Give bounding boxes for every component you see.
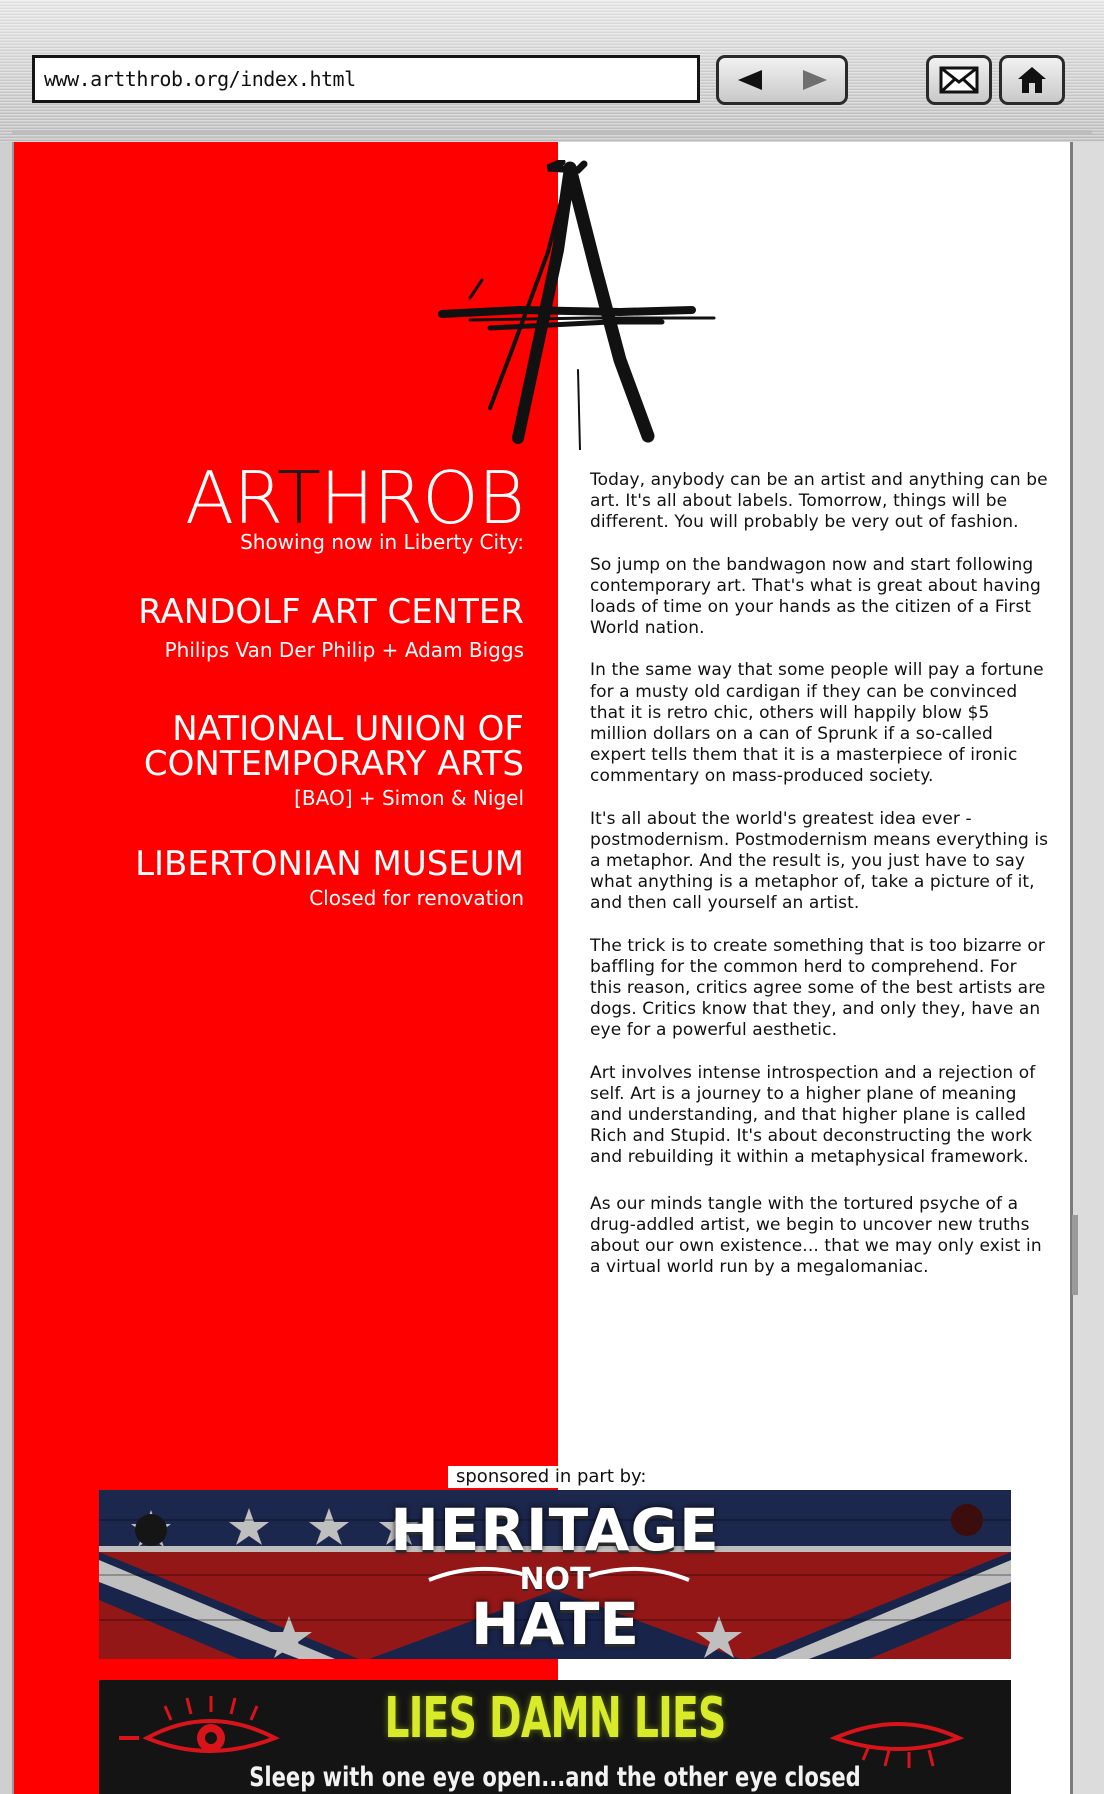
site-title-prefix: AR	[184, 456, 278, 540]
page-frame-left	[0, 142, 14, 1794]
article-paragraph: It's all about the world's greatest idea ever - postmodernism. Postmodernism means everything is a metaphor. And the result is, you just have to say what anything is a metaphor of, take a picture of it, and then call yourself an artist.	[590, 808, 1049, 914]
home-icon	[1016, 65, 1048, 95]
heritage-not-hate-banner[interactable]	[99, 1490, 1011, 1659]
forward-button[interactable]	[782, 58, 845, 102]
article-paragraph: Art involves intense introspection and a rejection of self. Art is a journey to a higher plane of meaning and understanding, and that higher plane is called Rich and Stupid. It's about deconstructing the work and rebuilding it within a metaphysical framework.	[590, 1062, 1036, 1168]
sponsor-label: sponsored in part by:	[448, 1466, 674, 1488]
lies-damn-lies-title: LIES DAMN LIES	[384, 1686, 726, 1751]
forward-arrow-icon	[799, 69, 829, 91]
article-paragraph: As our minds tangle with the tortured psyche of a drug-addled artist, we begin to uncover new truths about our own existence... that we may only exist in a virtual world run by a megalomaniac.	[590, 1193, 1042, 1278]
site-title-accent: T	[277, 456, 321, 540]
browser-toolbar	[0, 0, 1104, 144]
venue-detail-national-union: [BAO] + Simon & Nigel	[294, 786, 524, 810]
scrollbar-thumb[interactable]	[1072, 1215, 1078, 1295]
site-title-suffix: HROB	[320, 456, 524, 540]
navigation-buttons	[716, 55, 848, 105]
lies-damn-lies-banner[interactable]	[99, 1680, 1011, 1794]
home-button[interactable]	[999, 55, 1065, 105]
address-bar[interactable]	[32, 55, 700, 103]
venue-name-line-1: NATIONAL UNION OF	[172, 709, 524, 749]
article-paragraph: In the same way that some people will pay a fortune for a musty old cardigan if they can be convinced that it is retro chic, others will happily blow $5 million dollars on a can of Sprunk if a so-called expert tells them that it is a masterpiece of ironic commentary on mass-produced society.	[590, 660, 1044, 787]
venue-name-libertonian[interactable]: LIBERTONIAN MUSEUM	[135, 844, 524, 884]
address-bar-url[interactable]: www.artthrob.org/index.html	[44, 67, 356, 91]
site-title	[185, 458, 524, 538]
toolbar-divider	[12, 130, 1092, 134]
heritage-text: HERITAGE	[390, 1496, 720, 1564]
back-button[interactable]	[719, 58, 782, 102]
venue-name-national-union[interactable]	[143, 709, 524, 784]
article-paragraph: Today, anybody can be an artist and anything can be art. It's all about labels. Tomorrow, things will be different. You will probably be very out of fashion.	[590, 470, 1048, 533]
venue-detail-libertonian: Closed for renovation	[309, 886, 524, 910]
mail-button[interactable]	[926, 55, 992, 105]
back-arrow-icon	[736, 69, 766, 91]
article-paragraph: The trick is to create something that is too bizarre or baffling for the common herd to comprehend. For this reason, critics agree some of the best artists are dogs. Critics know that they, and only they, have an eye for a powerful aesthetic.	[590, 935, 1046, 1041]
venue-name-randolf[interactable]: RANDOLF ART CENTER	[138, 592, 524, 632]
mail-icon	[939, 66, 979, 94]
article-body	[590, 470, 1050, 1300]
not-text: NOT	[519, 1562, 591, 1597]
hate-text: HATE	[470, 1590, 640, 1658]
venue-name-line-2: CONTEMPORARY ARTS	[143, 744, 524, 784]
article-paragraph: So jump on the bandwagon now and start following contemporary art. That's what is great about having loads of time on your hands as the citizen of a First World nation.	[590, 554, 1041, 639]
site-subtitle: Showing now in Liberty City:	[240, 530, 524, 554]
scrollbar-track[interactable]	[1070, 142, 1104, 1794]
lies-damn-lies-tagline: Sleep with one eye open...and the other eye closed	[249, 1762, 861, 1793]
venue-detail-randolf: Philips Van Der Philip + Adam Biggs	[164, 638, 524, 662]
artthrob-logo	[430, 160, 720, 450]
